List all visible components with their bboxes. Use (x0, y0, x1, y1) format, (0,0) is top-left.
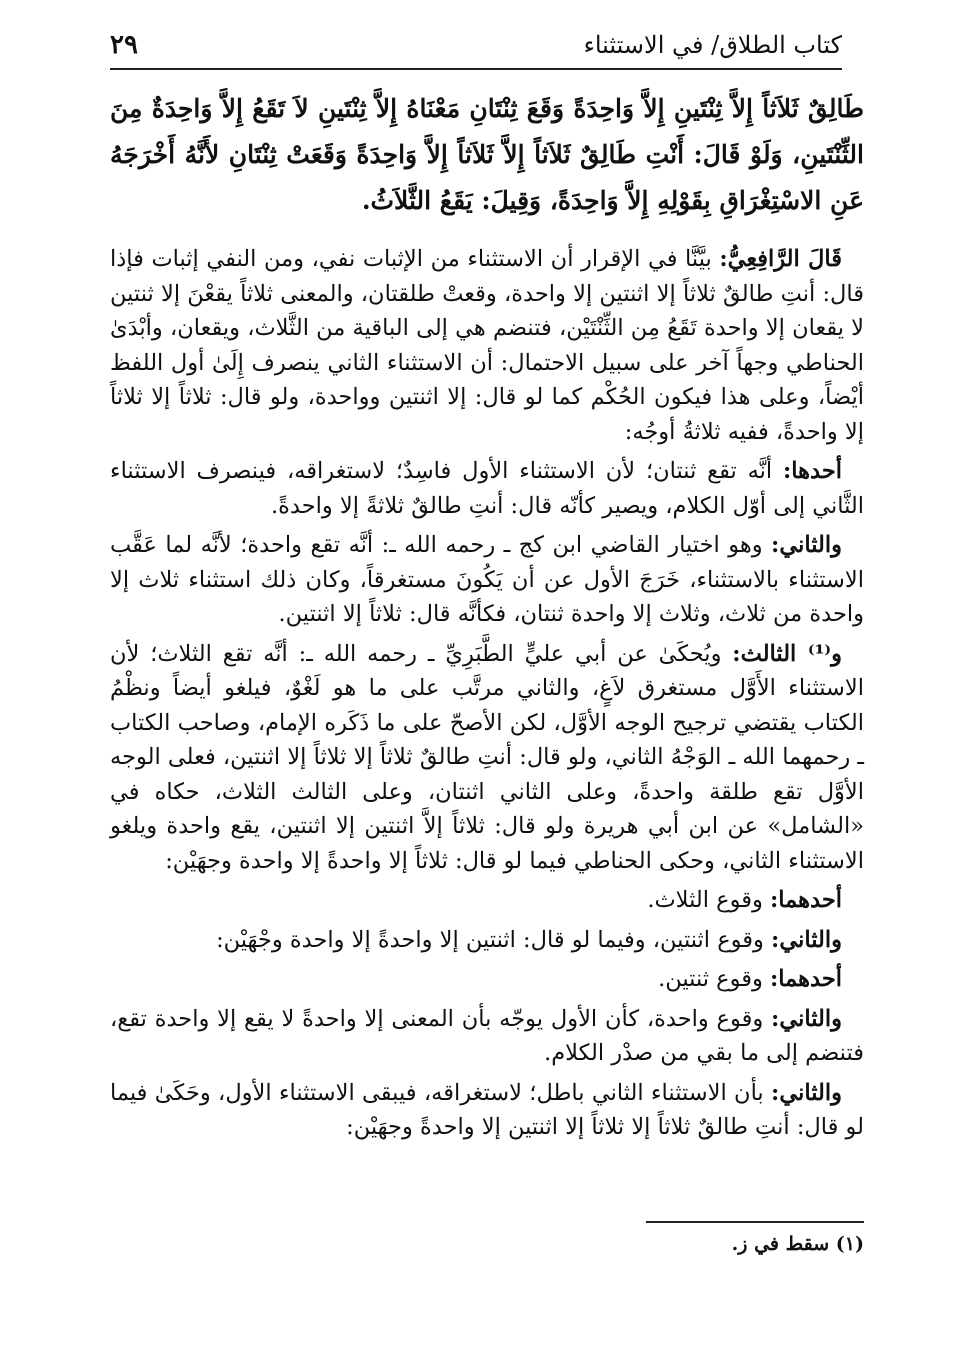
paragraph-text: وقوع ثنتين. (658, 966, 770, 992)
paragraph (110, 637, 864, 879)
matn-text: طَالِقٌ ثَلاَثاً إِلاَّ ثِنْتَينِ إِلاَّ وَاحِدَةً وَقَعَ ثِنْتَانِ مَعْنَاهُ إِلاَّ ثِنْتَينِ لاَ تَقَعُ إِلاَّ وَاحِدَةٌ مِنَ الثِّنْتَينِ، وَلَوْ قَالَ: أَنْتِ طَالِقٌ ثَلاَثاً إِلاَّ ثَلاَثاً إِلاَّ وَاحِدَةً وَقَعَتْ ثِنْتَانِ لأَنَّهُ أَخْرَجَهُ عَنِ الاسْتِغْرَاقِ بِقَوْلِهِ إِلاَّ وَاحِدَةً، وَقِيلَ: يَقَعُ الثَّلاَثُ. (110, 94, 864, 215)
page-header (110, 22, 842, 70)
footnote-divider (646, 1221, 864, 1223)
paragraph (110, 1002, 864, 1071)
paragraph-lead: قَالَ الرَّافِعِيُّ: (719, 246, 843, 272)
paragraph (110, 242, 864, 449)
paragraph-lead: والثاني: (771, 1005, 842, 1032)
page-number: ٢٩ (110, 30, 138, 60)
paragraph-lead: والثاني: (771, 532, 842, 558)
paragraph (110, 454, 864, 523)
paragraph (110, 962, 864, 997)
paragraph-lead: أحدهما: (769, 966, 842, 992)
paragraph-text: بيَّنَّا في الإقرار أن الاستثناء من الإثبات نفي، ومن النفي إثبات فإذا قال: أنتِ طالقٌ ثلاثاً إلا اثنتين إلا واحدة، وقعتْ طلقتان، والمعنى ثلاثاً يقعْنَ إلا ثنتين لا يقعان إلا واحدة تَقَعُ مِن الثِّنْتَيْن، فتنضم هي إلى الباقية من الثَّلاث، ويقعان، وأبْدَىٰ الحناطي وجهاً آخر على سبيل الاحتمال: أن الاستثناء الثاني ينصرف إِلَىٰ أول اللفظ أيْضاً، وعلى هذا فيكون الحُكْم كما لو قال: إلا اثنتين وواحدة، ولو قال: ثلاثاً إلا ثلاثاً إلا واحدةً، ففيه ثلاثةُ أوجُه: (110, 246, 864, 445)
paragraph (110, 528, 864, 632)
paragraph-lead: والثاني: (771, 926, 842, 953)
paragraph-text: وقوع اثنتين، وفيما لو قال: اثنتين إلا واحدةً إلا واحدة وجْهَيْن: (216, 926, 772, 953)
page-body (110, 86, 864, 1150)
paragraph-lead: أحدهما: (769, 887, 842, 913)
footnote: (١) سقط في ز. (731, 1233, 864, 1255)
paragraph-lead: أحدها: (783, 458, 842, 484)
running-title: كتاب الطلاق/ في الاستثناء (583, 31, 842, 59)
paragraph-text: ويُحكَىٰ عن أبي عليٍّ الطَّبَرِيِّ ـ رحمه الله ـ: أنَّه تقع الثلاث؛ لأن الاستثناء الأَوَّل مستغرق لاَغٍ، والثاني مرتَّب على ما هو لَغْوٌ، فيلغو أيضاً ونظْمُ الكتاب يقتضي ترجيح الوجه الأوَّل، لكن الأصحّ على ما ذَكَره الإمام، وصاحب الكتاب ـ رحمهما الله ـ الوَجْهُ الثاني، ولو قال: أنتِ طالقٌ ثلاثاً إلا ثلاثاً إلا اثنتين، فعلى الوجه الأوَّل تقع طلقة واحدةً، وعلى الثاني اثنتان، وعلى الثالث الثلاث، حكاه في «الشامل» عن ابن أبي هريرة ولو قال: ثلاثاً إلاَّ اثنتين إلا اثنتين، يقع واحدة ويلغو الاستثناء الثاني، وحكى الحناطي فيما لو قال: ثلاثاً إلا واحدةً إلا واحدة وجهَيْن: (110, 640, 864, 874)
paragraph-lead: والثاني: (771, 1079, 842, 1106)
paragraph (110, 923, 864, 958)
paragraph-text: أنَّه تقع ثنتان؛ لأن الاستثناء الأول فاسِدٌ؛ لاستغراقه، فينصرف الاستثناء الثَّاني إلى أوّل الكلام، ويصير كأنّه قال: أنتِ طالقٌ ثلاثةً إلا واحدةً. (110, 458, 864, 519)
paragraph-lead: و⁽¹⁾ الثالث: (732, 640, 842, 667)
paragraph (110, 883, 864, 918)
paragraph (110, 1076, 864, 1145)
paragraph-text: بأن الاستثناء الثاني باطل؛ لاستغراقه، فيبقى الاستثناء الأول، وحَكَىٰ فيما لو قال: أنتِ طالقٌ ثلاثاً إلا ثلاثاً إلا اثنتين إلا واحدةً وجهَيْن: (110, 1079, 864, 1140)
paragraph-text: وقوع واحدة، كأن الأول يوجّه بأن المعنى إلا واحدةً لا يقع إلا واحدة تقع، فتنضم إلى ما بقي من صدْر الكلام. (110, 1005, 864, 1066)
paragraph-text: وهو اختيار القاضي ابن كج ـ رحمه الله ـ: أنَّه تقع واحدة؛ لأنَّه لما عَقَّب الاستثناء بالاستثناء، خَرَجَ الأول عن أن يَكُونَ مستغرقاً، وكان ذلك استثناء ثلاث إلا واحدة من ثلاث، وثلاث إلا واحدة ثنتان، فكأنَّه قال: ثلاثاً إلا اثنتين. (110, 532, 864, 627)
paragraph-text: وقوع الثلاث. (647, 887, 770, 913)
